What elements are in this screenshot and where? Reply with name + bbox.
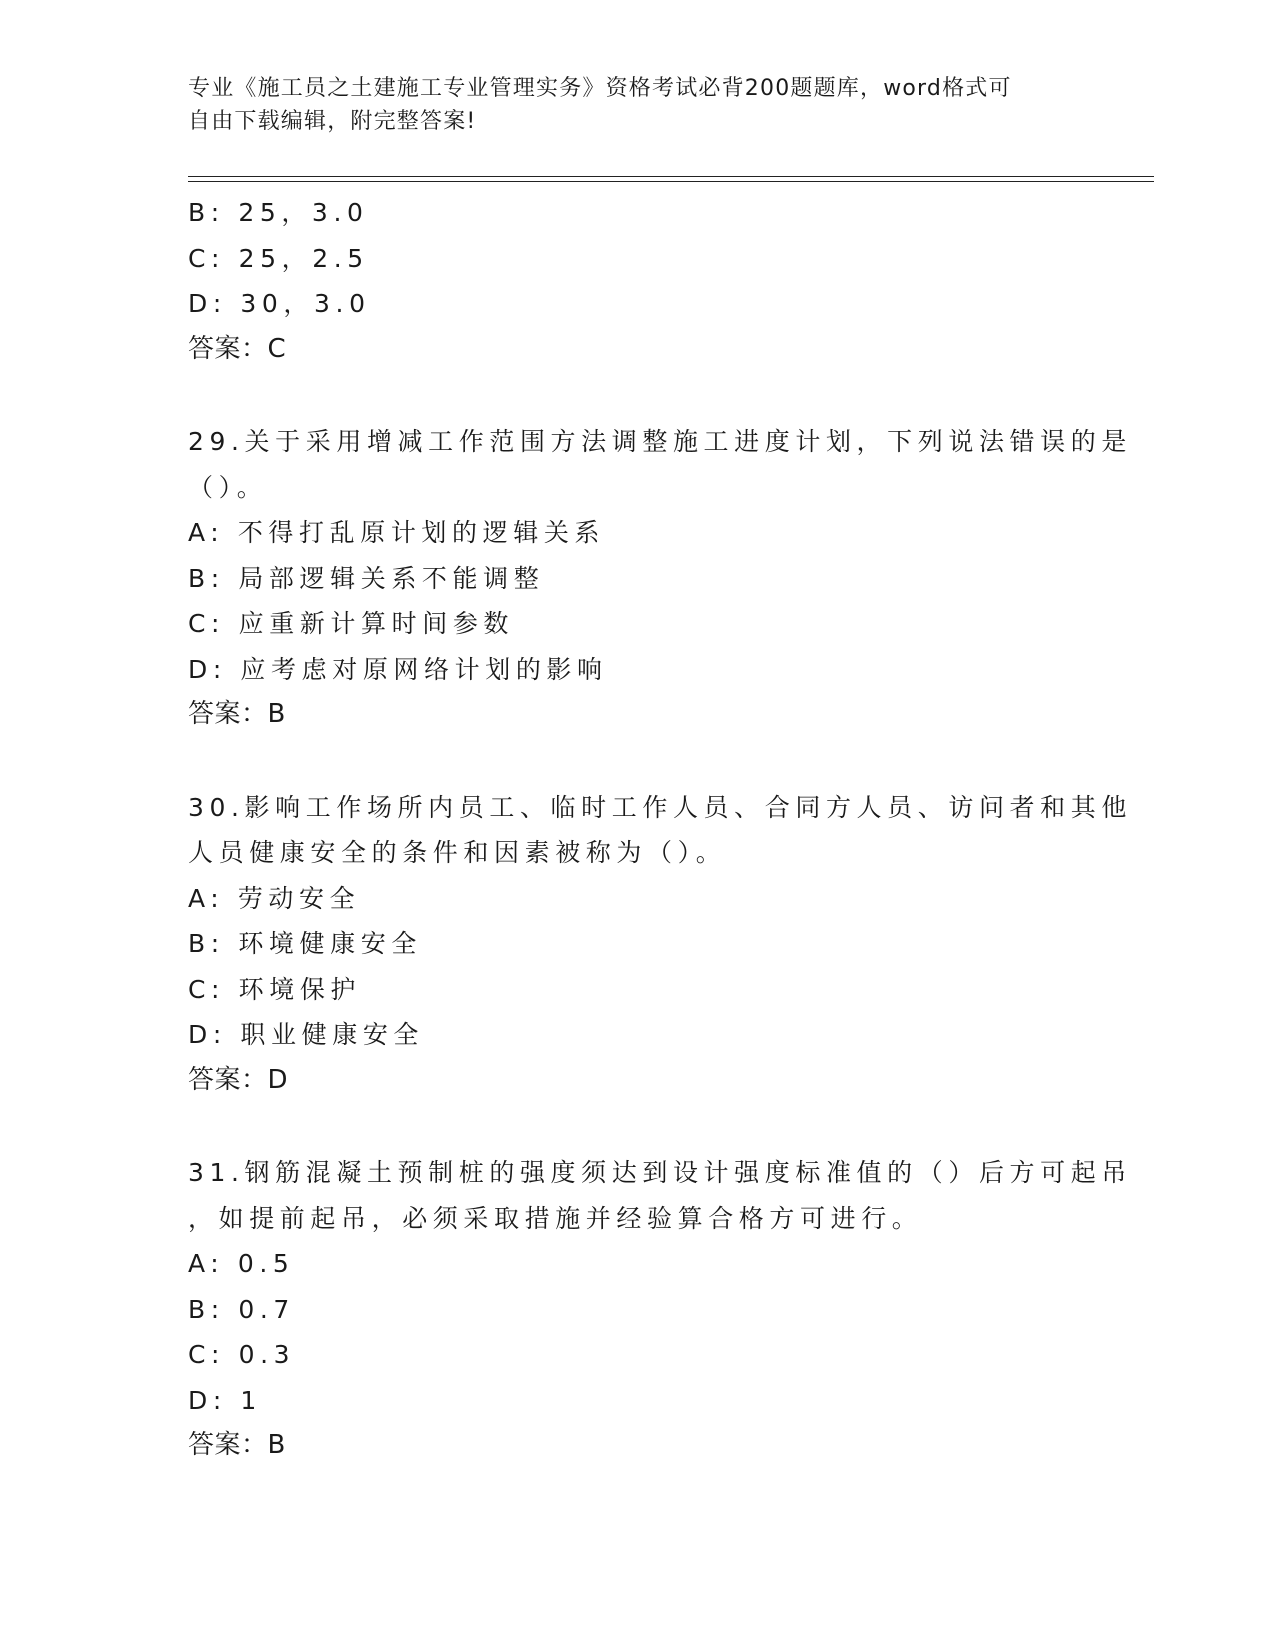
answer: 答案：D xyxy=(188,1064,289,1095)
answer: 答案：B xyxy=(188,699,286,729)
option-c: C: 0.3 xyxy=(188,1340,296,1369)
question-31-block xyxy=(188,1150,1132,1469)
option-a: A: 0.5 xyxy=(188,1249,295,1278)
option-b: B: 局部逻辑关系不能调整 xyxy=(188,563,545,593)
header-line-2: 自由下载编辑，附完整答案! xyxy=(188,109,477,134)
question-text-continued: 人员健康安全的条件和因素被称为（）。 xyxy=(188,838,727,867)
option-b: B: 环境健康安全 xyxy=(188,929,422,958)
question-29-block xyxy=(188,419,1132,738)
question-text: 31.钢筋混凝土预制桩的强度须达到设计强度标准值的（）后方可起吊 xyxy=(188,1158,1132,1187)
option-c: C: 应重新计算时间参数 xyxy=(188,609,515,638)
option-a: A: 不得打乱原计划的逻辑关系 xyxy=(188,518,606,547)
question-text: 30.影响工作场所内员工、临时工作人员、合同方人员、访问者和其他 xyxy=(188,792,1132,822)
question-text: 29.关于采用增减工作范围方法调整施工进度计划，下列说法错误的是 xyxy=(188,427,1132,456)
header-divider-bottom xyxy=(188,181,1154,182)
option-c: C: 25，2.5 xyxy=(188,243,369,273)
option-d: D: 职业健康安全 xyxy=(188,1020,425,1049)
header-divider-top xyxy=(188,176,1154,177)
option-d: D: 应考虑对原网络计划的影响 xyxy=(188,654,608,684)
option-c: C: 环境保护 xyxy=(188,974,362,1004)
option-d: D: 1 xyxy=(188,1385,262,1415)
question-content xyxy=(188,190,1132,1469)
header-line-1: 专业《施工员之土建施工专业管理实务》资格考试必背200题题库，word格式可 xyxy=(188,76,1012,101)
option-d: D: 30，3.0 xyxy=(188,289,371,318)
option-b: B: 25，3.0 xyxy=(188,198,369,227)
question-text-continued: （）。 xyxy=(188,472,268,502)
question-30-block xyxy=(188,785,1132,1104)
document-header xyxy=(188,72,1068,138)
option-b: B: 0.7 xyxy=(188,1294,295,1324)
question-28-block xyxy=(188,190,1088,372)
option-a: A: 劳动安全 xyxy=(188,883,361,913)
answer: 答案：C xyxy=(188,333,287,364)
answer: 答案：B xyxy=(188,1430,286,1460)
question-text-continued: ，如提前起吊，必须采取措施并经验算合格方可进行。 xyxy=(188,1203,923,1233)
